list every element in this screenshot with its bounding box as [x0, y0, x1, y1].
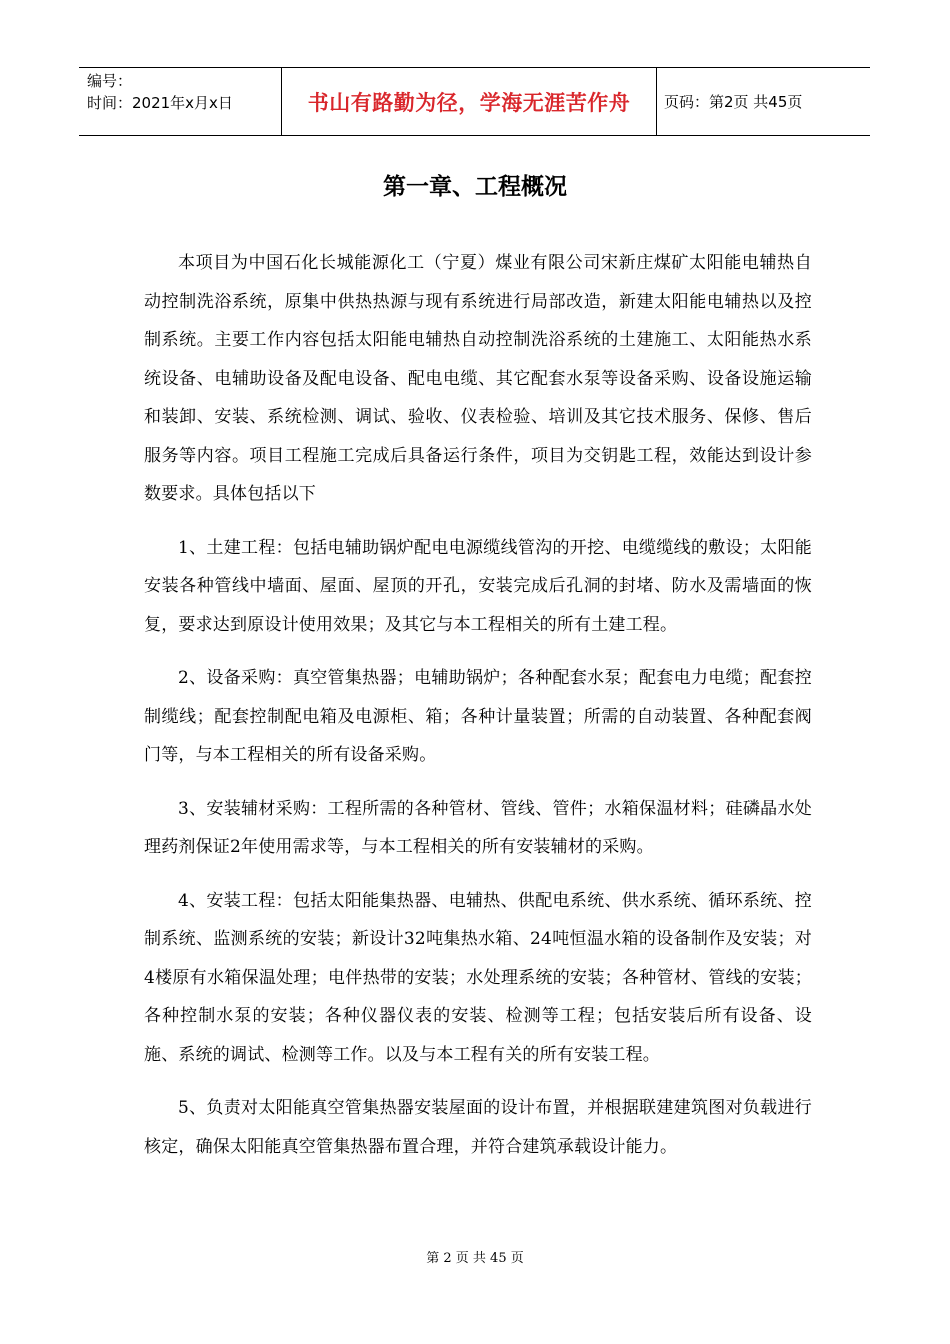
chapter-title: 第一章、工程概况	[383, 174, 567, 200]
paragraph-installation-works: 4、安装工程：包括太阳能集热器、电辅热、供配电系统、供水系统、循环系统、控制系统、监测系统的安装；新设计32吨集热水箱、24吨恒温水箱的设备制作及安装；对4楼原有水箱保温处理；电伴热带的安装；水处理系统的安装；各种管材、管线的安装；各种控制水泵的安装；各种仪器仪表的安装、检测等工程；包括安装后所有设备、设施、系统的调试、检测等工作。以及与本工程有关的所有安装工程。	[144, 890, 812, 1065]
header-meta	[79, 68, 282, 135]
header-motto: 书山有路勤为径，学海无涯苦作舟	[282, 68, 657, 135]
paragraph-equipment-procurement: 2、设备采购：真空管集热器；电辅助锅炉；各种配套水泵；配套电力电缆；配套控制缆线；配套控制配电箱及电源柜、箱；各种计量装置；所需的自动装置、各种配套阀门等，与本工程相关的所有设备采购。	[144, 668, 812, 765]
paragraph-auxiliary-materials: 3、安装辅材采购：工程所需的各种管材、管线、管件；水箱保温材料；硅磷晶水处理药剂保证2年使用需求等，与本工程相关的所有安装辅材的采购。	[144, 798, 812, 857]
document-time-label: 时间：2021年x月x日	[87, 94, 233, 112]
paragraph-layout-design: 5、负责对太阳能真空管集热器安装屋面的设计布置，并根据联建建筑图对负载进行核定，确保太阳能真空管集热器布置合理，并符合建筑承载设计能力。	[144, 1098, 812, 1157]
document-body	[144, 244, 812, 1181]
document-number-label: 编号：	[87, 72, 133, 90]
paragraph-civil-works: 1、土建工程：包括电辅助锅炉配电电源缆线管沟的开挖、电缆缆线的敷设；太阳能安装各种管线中墙面、屋面、屋顶的开孔，安装完成后孔洞的封堵、防水及需墙面的恢复，要求达到原设计使用效果；及其它与本工程相关的所有土建工程。	[144, 537, 812, 635]
page-header	[79, 67, 870, 136]
page-footer: 第 2 页 共 45 页	[426, 1251, 524, 1266]
header-page-info: 页码：第2页 共45页	[664, 93, 803, 111]
paragraph-overview: 本项目为中国石化长城能源化工（宁夏）煤业有限公司宋新庄煤矿太阳能电辅热自动控制洗浴系统，原集中供热热源与现有系统进行局部改造，新建太阳能电辅热以及控制系统。主要工作内容包括太阳能电辅热自动控制洗浴系统的土建施工、太阳能热水系统设备、电辅助设备及配电设备、配电电缆、其它配套水泵等设备采购、设备设施运输和装卸、安装、系统检测、调试、验收、仪表检验、培训及其它技术服务、保修、售后服务等内容。项目工程施工完成后具备运行条件，项目为交钥匙工程，效能达到设计参数要求。具体包括以下	[144, 253, 812, 504]
